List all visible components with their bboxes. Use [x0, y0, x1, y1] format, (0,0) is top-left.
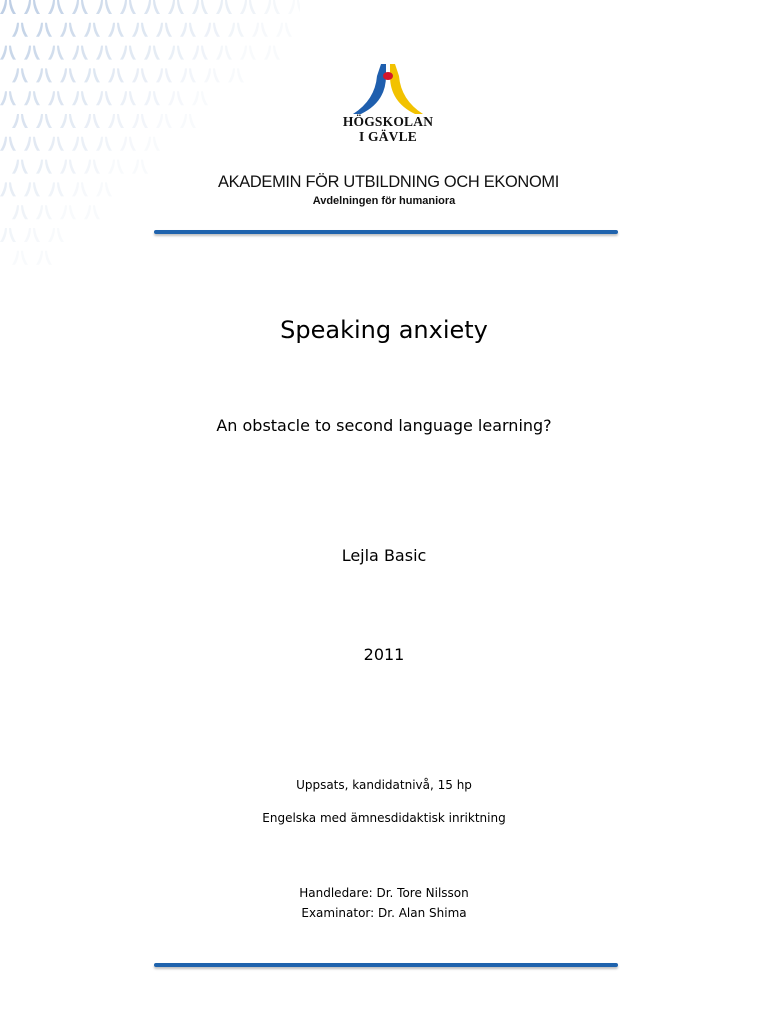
pattern-mark [60, 205, 76, 219]
pattern-mark [252, 23, 268, 37]
pattern-mark [180, 23, 196, 37]
pattern-mark [48, 46, 64, 60]
pattern-mark [132, 160, 148, 174]
academy-name: AKADEMIN FÖR UTBILDNING OCH EKONOMI [218, 173, 560, 191]
pattern-mark [36, 251, 52, 265]
pattern-mark [108, 160, 124, 174]
pattern-mark [96, 91, 112, 105]
pattern-mark [24, 137, 40, 151]
pattern-mark [192, 0, 208, 14]
pattern-mark [36, 114, 52, 128]
pattern-mark [144, 46, 160, 60]
pattern-mark [48, 228, 64, 242]
pattern-mark [96, 0, 112, 14]
thesis-level: Uppsats, kandidatnivå, 15 hp [296, 778, 472, 792]
pattern-mark [96, 46, 112, 60]
pattern-mark [24, 46, 40, 60]
pattern-mark [0, 46, 16, 60]
pattern-mark [0, 91, 16, 105]
pattern-mark [132, 68, 148, 82]
pattern-mark [108, 68, 124, 82]
pattern-mark [36, 68, 52, 82]
pattern-mark [108, 114, 124, 128]
pattern-mark [0, 137, 16, 151]
pattern-mark [60, 160, 76, 174]
pattern-mark [192, 46, 208, 60]
pattern-mark [0, 0, 16, 14]
pattern-mark [48, 0, 64, 14]
pattern-mark [84, 68, 100, 82]
pattern-mark [72, 46, 88, 60]
pattern-mark [96, 137, 112, 151]
pattern-mark [36, 160, 52, 174]
pattern-mark [264, 46, 280, 60]
pattern-mark [180, 68, 196, 82]
pattern-mark [168, 91, 184, 105]
pattern-mark [84, 114, 100, 128]
pattern-mark [120, 91, 136, 105]
pattern-mark [228, 68, 244, 82]
pattern-mark [204, 68, 220, 82]
pattern-mark [60, 114, 76, 128]
pattern-mark [60, 68, 76, 82]
pattern-mark [288, 0, 300, 14]
pattern-mark [60, 23, 76, 37]
logo-mark-icon [353, 62, 423, 114]
thesis-subject: Engelska med ämnesdidaktisk inriktning [262, 811, 506, 825]
pattern-mark [120, 46, 136, 60]
pattern-mark [192, 91, 208, 105]
pattern-mark [84, 205, 100, 219]
pattern-mark [144, 91, 160, 105]
pattern-mark [156, 23, 172, 37]
pattern-mark [216, 46, 232, 60]
pattern-mark [120, 0, 136, 14]
pattern-mark [156, 114, 172, 128]
pattern-mark [48, 91, 64, 105]
author-name: Lejla Basic [341, 546, 427, 565]
logo-text-line2: I GÄVLE [358, 129, 418, 144]
pattern-mark [132, 114, 148, 128]
pattern-mark [36, 23, 52, 37]
thesis-title: Speaking anxiety [280, 316, 488, 344]
pattern-mark [72, 91, 88, 105]
thesis-subtitle: An obstacle to second language learning? [216, 416, 552, 435]
supervisor-line: Handledare: Dr. Tore Nilsson [299, 886, 469, 900]
pattern-mark [216, 0, 232, 14]
pattern-mark [48, 137, 64, 151]
pattern-mark [12, 251, 28, 265]
pattern-mark [12, 160, 28, 174]
pattern-mark [168, 0, 184, 14]
pattern-mark [84, 160, 100, 174]
pattern-mark [36, 205, 52, 219]
pattern-mark [132, 23, 148, 37]
pattern-mark [180, 114, 196, 128]
pattern-mark [72, 0, 88, 14]
pattern-mark [24, 228, 40, 242]
pattern-mark [24, 0, 40, 14]
division-name: Avdelningen för humaniora [312, 195, 456, 207]
pattern-mark [24, 91, 40, 105]
pattern-mark [228, 23, 244, 37]
pattern-mark [84, 23, 100, 37]
examiner-line: Examinator: Dr. Alan Shima [301, 906, 467, 920]
pattern-mark [276, 23, 292, 37]
pattern-mark [144, 0, 160, 14]
pattern-mark [264, 0, 280, 14]
logo-text-line1: HÖGSKOLAN [342, 114, 434, 129]
pattern-mark [204, 23, 220, 37]
pattern-mark [144, 137, 160, 151]
pattern-mark [168, 46, 184, 60]
top-divider [154, 230, 618, 234]
pattern-mark [12, 68, 28, 82]
pattern-mark [12, 205, 28, 219]
pattern-mark [240, 46, 256, 60]
pattern-mark [12, 114, 28, 128]
pattern-mark [156, 68, 172, 82]
thesis-year: 2011 [363, 645, 405, 664]
pattern-mark [12, 23, 28, 37]
university-logo [338, 62, 438, 152]
pattern-mark [240, 0, 256, 14]
pattern-mark [108, 23, 124, 37]
pattern-mark [120, 137, 136, 151]
pattern-mark [72, 137, 88, 151]
pattern-mark [0, 228, 16, 242]
bottom-divider [154, 963, 618, 967]
